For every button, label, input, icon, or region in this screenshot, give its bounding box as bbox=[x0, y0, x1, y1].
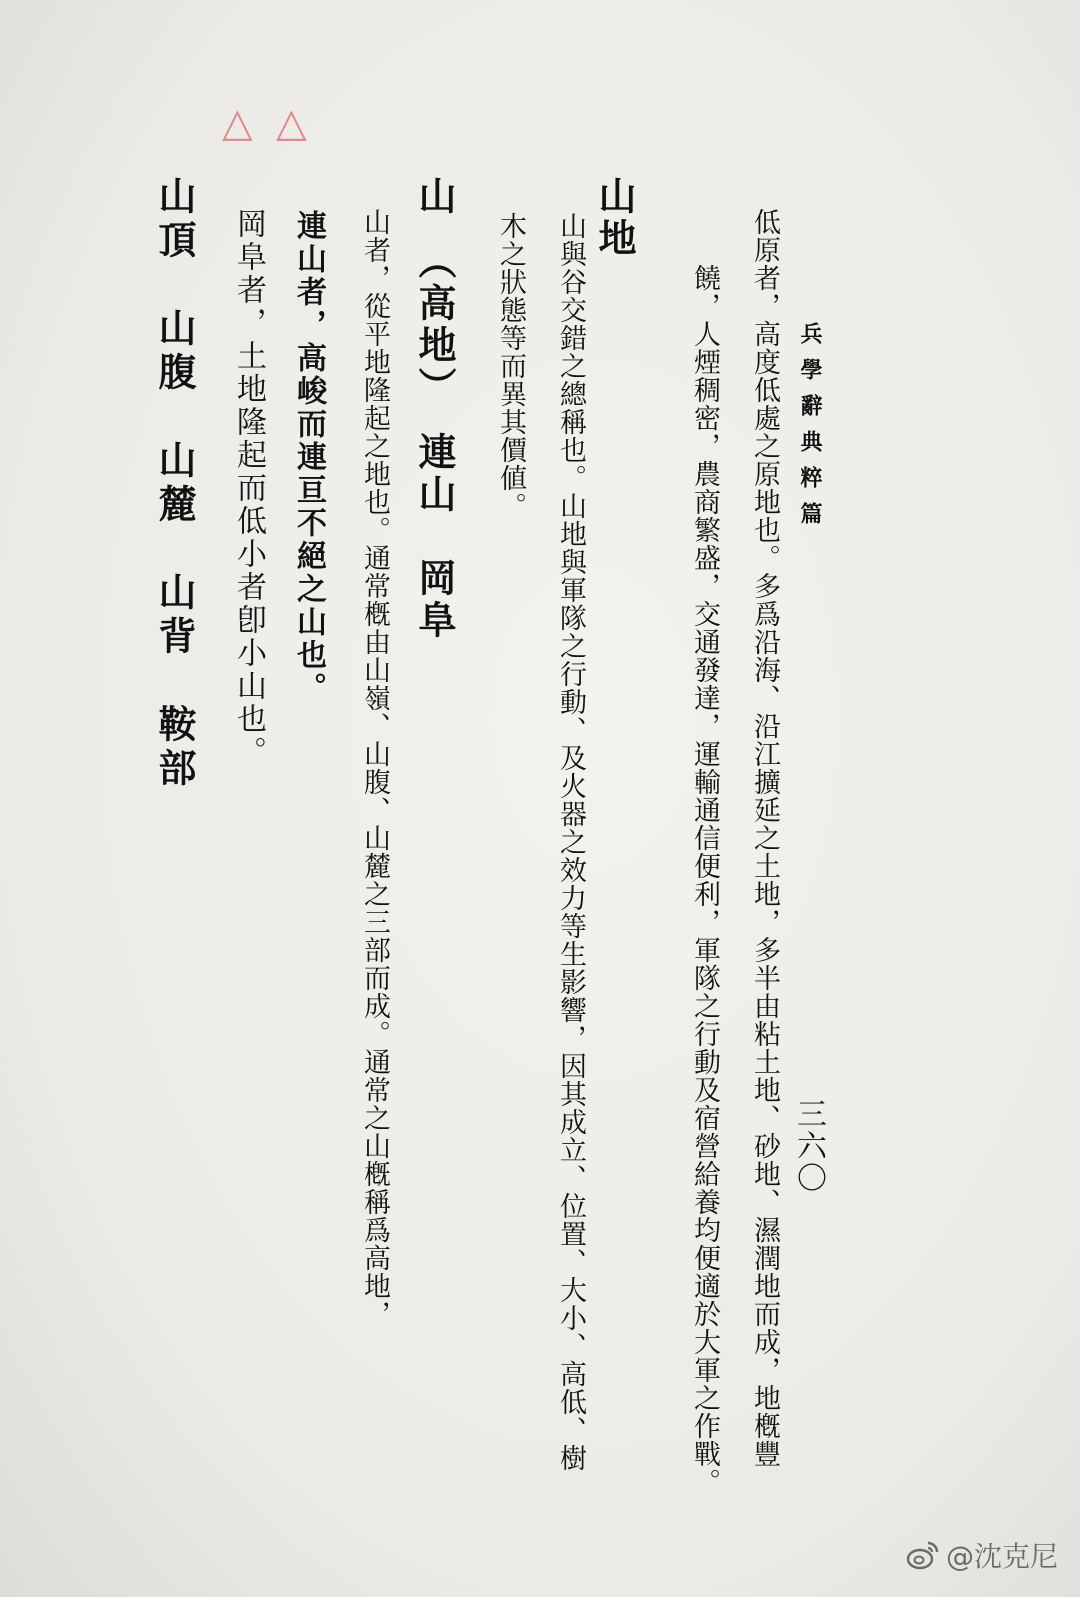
running-header: 兵學辭典粹篇 bbox=[797, 322, 823, 538]
weibo-watermark bbox=[906, 1535, 1058, 1575]
entry-mountain-heading: 山 （高地） 連山 岡阜 bbox=[412, 176, 457, 642]
watermark-text: @沈克尼 bbox=[945, 1540, 1058, 1573]
red-triangle-mark-1: △ bbox=[222, 100, 253, 146]
entry-low-plain-line-2: 饒，人煙稠密，農商繁盛，交通發達，運輸通信便利，軍隊之行動及宿營給養均便適於大軍之作戰。 bbox=[689, 264, 720, 1496]
entry-range-line: 連山者，高峻而連亘不絕之山也。 bbox=[291, 210, 326, 705]
entry-mountain-land-line-2: 木之狀態等而異其價値。 bbox=[495, 212, 526, 520]
entry-low-plain-line-1: 低原者，高度低處之原地也。多爲沿海、沿江擴延之土地，多半由粘土地、砂地、濕潤地而成，地槪豐 bbox=[749, 208, 780, 1468]
weibo-icon bbox=[906, 1538, 940, 1572]
entry-mountain-line-1: 山者，從平地隆起之地也。通常槪由山嶺、山腹、山麓之三部而成。通常之山槪稱爲高地， bbox=[359, 208, 390, 1328]
entry-parts-heading: 山頂 山腹 山麓 山背 鞍部 bbox=[152, 176, 197, 792]
entry-mountain-land-line-1: 山與谷交錯之總稱也。山地與軍隊之行動、及火器之效力等生影響，因其成立、位置、大小、高低、樹 bbox=[555, 212, 586, 1472]
page-number: 三六〇 bbox=[791, 1098, 826, 1194]
entry-mountain-land-heading: 山地 bbox=[592, 176, 637, 260]
red-triangle-mark-2: △ bbox=[276, 100, 307, 146]
entry-hillock-line: 岡阜者，土地隆起而低小者卽小山也。 bbox=[231, 208, 266, 769]
